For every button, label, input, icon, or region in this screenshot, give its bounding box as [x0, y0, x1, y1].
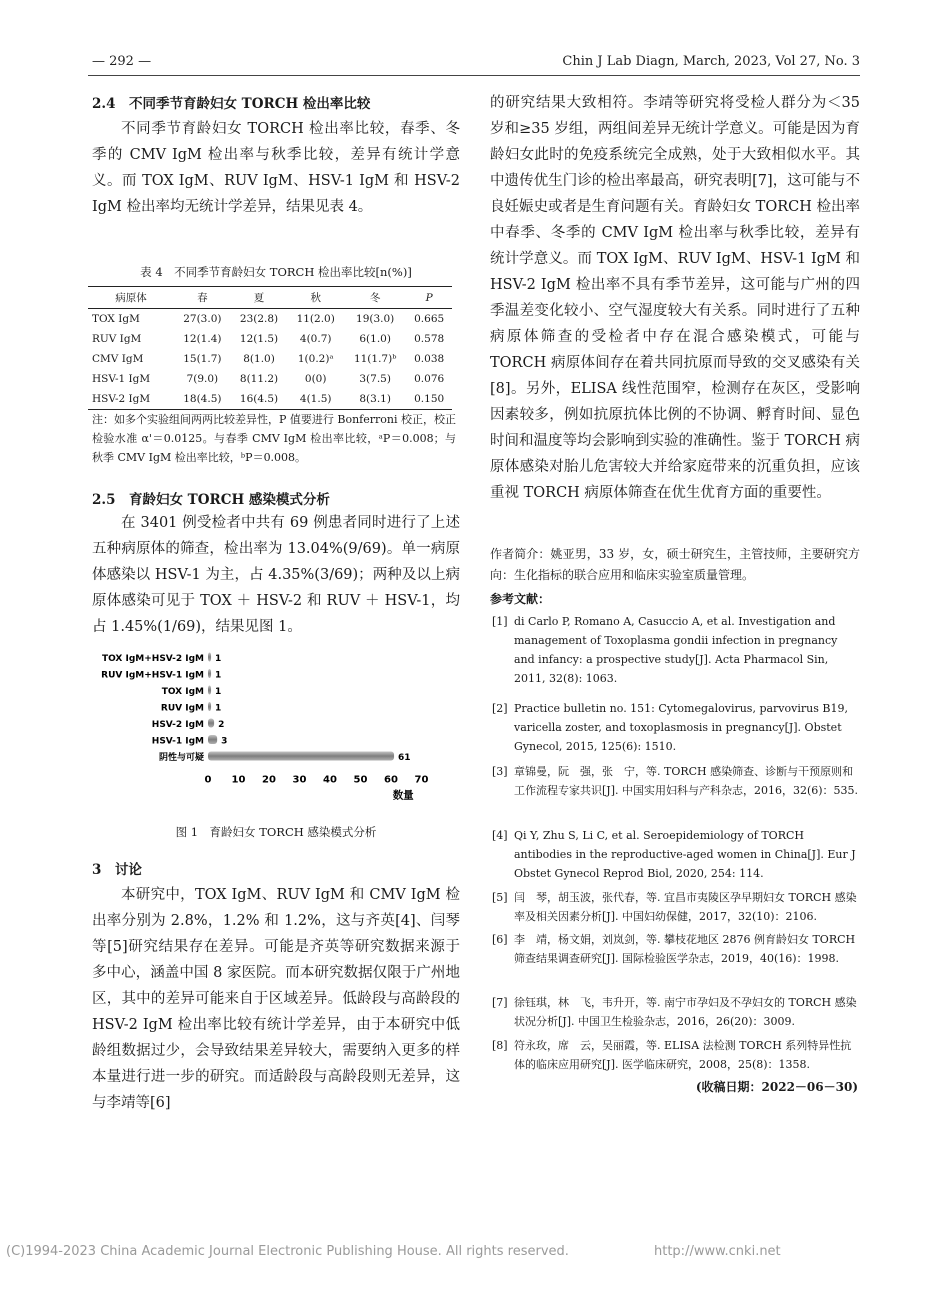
bar: [208, 669, 211, 678]
category-label: RUV IgM+HSV-1 IgM: [101, 670, 204, 681]
header-rule: [88, 75, 860, 76]
table-cell: 12(1.5): [239, 333, 279, 345]
section-3-paragraph: 本研究中，TOX IgM、RUV IgM 和 CMV IgM 检出率分别为 2.8%，1.2% 和 1.2%，这与齐英[4]、闫琴等[5]研究结果存在差异。可能是齐英等研究数据来源于多中心，涵盖中国 8 家医院。而本研究数据仅限于广州地区，其中的差异可能来自于区域差异。低龄段与高龄段的 HSV-2 IgM 检出率比较有统计学差异，由于本研究中低龄组数据过少，会导致结果差异较大，需要纳入更多的样本量进行进一步的研究。而适龄段与高龄段则无差异，这与李靖等[6]: [92, 887, 460, 1111]
section-2-5-paragraph: 在 3401 例受检者中共有 69 例患者同时进行了上述五种病原体的筛查，检出率为 13.04%(9/69)。单一病原体感染以 HSV-1 为主，占 4.35%(3/69)；两种及以上病原体感染可见于 TOX ＋ HSV-2 和 RUV ＋ HSV-1，均占 1.45%(1/69)，结果见图 1。: [92, 515, 460, 635]
table-cell: 18(4.5): [174, 389, 231, 410]
table-cell: 16(4.5): [231, 389, 288, 410]
data-label: 1: [215, 654, 222, 664]
table-cell: 27(3.0): [183, 313, 222, 325]
reference-number: [2]: [492, 702, 508, 715]
references-heading: 参考文献：: [490, 592, 551, 606]
table-cell: 8(11.2): [239, 373, 279, 385]
table-cell: 1(0.2)ᵃ: [297, 353, 334, 365]
x-tick-label: 50: [353, 774, 368, 786]
table-header: 夏: [231, 287, 288, 309]
table-cell: 0(0): [304, 373, 327, 385]
reference-item: [492, 888, 860, 926]
table-cell: 0.665: [414, 313, 445, 325]
table-cell: 6(1.0): [359, 333, 391, 345]
figure-1-chart: [92, 650, 460, 820]
data-label: 61: [398, 753, 411, 763]
section-2-5-heading: 2.5 育龄妇女 TORCH 感染模式分析: [92, 492, 330, 508]
section-2-4-paragraph: 不同季节育龄妇女 TORCH 检出率比较，春季、冬季的 CMV IgM 检出率与秋季比较，差异有统计学意义。而 TOX IgM、RUV IgM、HSV-1 IgM 和 HSV-2 IgM 检出率均无统计学差异，结果见表 4。: [92, 121, 460, 215]
journal-header: Chin J Lab Diagn, March, 2023, Vol 27, No. 3: [562, 54, 860, 69]
bar: [208, 686, 211, 695]
x-tick-label: 30: [292, 774, 307, 786]
table-cell: 12(1.4): [183, 333, 222, 345]
section-2-4-heading: 2.4 不同季节育龄妇女 TORCH 检出率比较: [92, 96, 371, 112]
table-cell: 0.076: [414, 373, 445, 385]
table-cell: 7(9.0): [186, 373, 219, 385]
table-row: [88, 329, 452, 349]
category-label: TOX IgM+HSV-2 IgM: [101, 654, 204, 664]
table-cell: 4(0.7): [299, 333, 332, 345]
reference-number: [7]: [492, 996, 508, 1009]
reference-number: [1]: [492, 615, 508, 628]
reference-number: [3]: [492, 765, 508, 778]
category-label: HSV-2 IgM: [151, 720, 204, 730]
table-cell: CMV IgM: [92, 353, 144, 365]
reference-number: [5]: [492, 891, 508, 904]
section-3-text-continued: [490, 90, 860, 506]
reference-text: 闫 琴，胡玉波，张代春，等. 宜昌市夷陵区孕早期妇女 TORCH 感染率及相关因素分析[J]. 中国妇幼保健，2017，32(10)：2106.: [514, 891, 857, 923]
bar: [208, 752, 394, 761]
table-cell: 0.578: [414, 333, 445, 345]
data-label: 1: [215, 703, 222, 714]
section-3-paragraph-continued: 的研究结果大致相符。李靖等研究将受检人群分为＜35 岁和≥35 岁组，两组间差异无统计学意义。可能是因为育龄妇女此时的免疫系统完全成熟，处于大致相似水平。其中遗传优生门诊的检出率最高，研究表明[7]，这可能与不良妊娠史或者是生育问题有关。育龄妇女 TORCH 检出率中春季、冬季的 CMV IgM 检出率与秋季比较，差异有统计学意义。而 TOX IgM、RUV IgM、HSV-1 IgM 和 HSV-2 IgM 检出率不具有季节差异，这可能与广州的四季温差变化较小、空气湿度较大有关系。同时进行了五种病原体筛查的受检者中存在混合感染模式，可能与 TORCH 病原体间存在着共同抗原而导致的交叉感染有关[8]。另外，ELISA 线性范围窄，检测存在灰区，受影响因素较多，例如抗原抗体比例的不协调、孵育时间、显色时间和温度等均会影响到实验的准确性。鉴于 TORCH 病原体感染对胎儿危害较大并给家庭带来的沉重负担，应该重视 TORCH 病原体筛查在优生优育方面的重要性。: [490, 95, 860, 501]
data-label: 2: [218, 720, 225, 730]
section-3-heading: 3 讨论: [92, 862, 142, 878]
category-label: RUV IgM: [160, 703, 204, 714]
section-3-text: [92, 882, 460, 1116]
table-cell: 15(1.7): [183, 353, 222, 365]
table-cell: 11(2.0): [296, 313, 335, 325]
table-cell: 19(3.0): [356, 313, 395, 325]
reference-number: [8]: [492, 1039, 508, 1052]
table-row: [88, 369, 452, 389]
table-header: P: [406, 287, 452, 309]
reference-text: 章锦曼，阮 强，张 宁，等. TORCH 感染筛查、诊断与干预原则和工作流程专家共识[J]. 中国实用妇科与产科杂志，2016，32(6)：535.: [514, 765, 859, 797]
reference-text: di Carlo P, Romano A, Casuccio A, et al. Investigation and management of Toxoplasma gondii infection in pregnancy and infancy: a prospective study[J]. Acta Pharmacol Sin, 2011, 32(8): 1063.: [514, 615, 838, 685]
table-cell: 4(1.5): [287, 389, 344, 410]
category-label: TOX IgM: [161, 687, 204, 697]
table-header: 冬: [344, 287, 406, 309]
bar: [208, 735, 217, 744]
table-cell: HSV-1 IgM: [92, 373, 151, 385]
x-tick-label: 10: [231, 774, 246, 786]
table-header: 春: [174, 287, 231, 309]
table-header: 秋: [287, 287, 344, 309]
table-cell: 0.038: [414, 353, 445, 365]
reference-text: 李 靖，杨文娟，刘岚剑，等. 攀枝花地区 2876 例育龄妇女 TORCH 筛查结果调查研究[J]. 国际检验医学杂志，2019，40(16)：1998.: [514, 933, 856, 965]
bar: [208, 719, 214, 728]
section-2-4-text: [92, 116, 460, 220]
data-label: 1: [215, 670, 222, 681]
figure-1-caption: 图 1 育龄妇女 TORCH 感染模式分析: [175, 825, 377, 839]
reference-number: [6]: [492, 933, 508, 946]
reference-number: [4]: [492, 829, 508, 842]
reference-text: Practice bulletin no. 151: Cytomegalovirus, parvovirus B19, varicella zoster, and toxoplasmosis in pregnancy[J]. Obstet Gynecol, 2015, 125(6): 1510.: [514, 702, 848, 753]
x-tick-label: 70: [414, 774, 429, 786]
page-number: — 292 —: [92, 54, 152, 69]
reference-item: [492, 993, 860, 1031]
table-4: [88, 286, 452, 410]
table-cell: 23(2.8): [239, 313, 279, 325]
category-label: 阴性与可疑: [158, 753, 204, 763]
bar: [208, 702, 211, 711]
reference-item: [492, 699, 860, 756]
table-cell: 8(3.1): [344, 389, 406, 410]
table-row: [88, 309, 452, 330]
x-tick-label: 20: [262, 774, 276, 786]
table-4-caption: 表 4 不同季节育龄妇女 TORCH 检出率比较[n(%)]: [140, 265, 412, 279]
author-info: 作者简介：姚亚男，33 岁，女，硕士研究生，主管技师，主要研究方向：生化指标的联合应用和临床实验室质量管理。: [490, 547, 860, 582]
data-label: 3: [221, 736, 228, 747]
category-label: HSV-1 IgM: [151, 736, 204, 747]
copyright-footer: (C)1994-2023 China Academic Journal Electronic Publishing House. All rights reserved.: [6, 1244, 569, 1259]
table-row: [88, 349, 452, 369]
reference-item: [492, 826, 860, 883]
table-row: [88, 389, 452, 410]
data-label: 1: [215, 687, 222, 697]
table-cell: TOX IgM: [92, 313, 140, 325]
cnki-url: http://www.cnki.net: [654, 1244, 781, 1259]
received-date: (收稿日期：2022－06－30): [695, 1080, 858, 1094]
table-cell: 11(1.7)ᵇ: [353, 353, 397, 365]
reference-text: 徐钰琪，林 飞，韦升开，等. 南宁市孕妇及不孕妇女的 TORCH 感染状况分析[J]. 中国卫生检验杂志，2016，26(20)：3009.: [514, 996, 857, 1028]
x-tick-label: 60: [384, 774, 398, 786]
table-cell: HSV-2 IgM: [88, 389, 174, 410]
reference-text: 符永玫，席 云，吴丽霞，等. ELISA 法检测 TORCH 系列特异性抗体的临床应用研究[J]. 医学临床研究，2008，25(8)：1358.: [514, 1039, 852, 1071]
bar: [208, 653, 211, 662]
table-cell: 0.150: [406, 389, 452, 410]
table-cell: 8(1.0): [243, 353, 275, 365]
reference-item: [492, 930, 860, 968]
reference-item: [492, 1036, 860, 1074]
reference-text: Qi Y, Zhu S, Li C, et al. Seroepidemiology of TORCH antibodies in the reproductive-aged women in China[J]. Eur J Obstet Gynecol Reprod Biol, 2020, 254: 114.: [514, 829, 856, 880]
x-axis-label: 数量: [392, 789, 414, 802]
reference-item: [492, 762, 860, 800]
x-tick-label: 0: [204, 774, 212, 786]
x-tick-label: 40: [323, 774, 337, 786]
table-4-note: 注：如多个实验组间两两比较差异性，P 值要进行 Bonferroni 校正，校正检验水准 α'＝0.0125。与春季 CMV IgM 检出率比较，ᵃP＝0.008；与秋季 CMV IgM 检出率比较，ᵇP＝0.008。: [92, 413, 457, 464]
table-cell: RUV IgM: [92, 333, 142, 345]
table-cell: 3(7.5): [359, 373, 391, 385]
table-header: 病原体: [88, 287, 174, 309]
section-2-5-text: [92, 510, 460, 640]
reference-item: [492, 612, 860, 688]
